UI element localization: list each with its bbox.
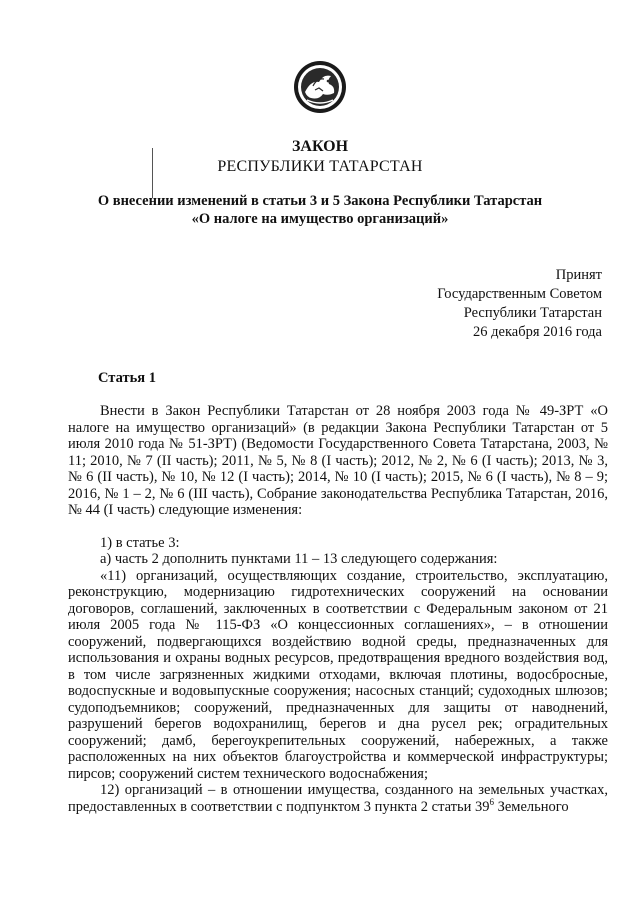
adoption-line-3: Республики Татарстан <box>463 305 602 321</box>
article-body <box>68 403 608 815</box>
article-heading: Статья 1 <box>98 370 156 386</box>
adoption-line-1: Принят <box>555 267 602 283</box>
clause-12-text: 12) организаций – в отношении имущества, созданного на земельных участках, предоставленных в соответствии с подпунктом 3 пункта 2 статьи 39 <box>68 782 608 815</box>
adoption-block <box>437 266 602 342</box>
document-title-line-2: «О налоге на имущество организаций» <box>191 211 449 227</box>
law-heading-title: ЗАКОН <box>291 138 349 155</box>
tatarstan-emblem-icon <box>293 60 347 114</box>
clause-12-superscript: 6 <box>489 796 494 807</box>
document-title <box>60 192 580 228</box>
clause-11: «11) организаций, осуществляющих создание, строительство, эксплуатацию, реконструкцию, модернизацию гидротехнических сооружений на основании договоров, соглашений, заключенных в соответствии с Федеральным законом от 21 июля 2005 года № 115-ФЗ «О концессионных соглашениях», – в отношении сооружений, подвергающихся воздействию водной среды, предназначенных для использования и охраны водных ресурсов, предотвращения вредного воздействия вод, в том числе загрязненных жидкими отходами, включая плотины, водосбросные, водоспускные и водовыпускные сооружения; насосных станций; судоходных шлюзов; судоподъемников; сооружений, предназначенных для защиты от наводнений, разрушений берегов водохранилищ, берегов и дна русел рек; оградительных сооружений; дамб, берегоукрепительных сооружений, набережных, а также расположенных на них объектов благоустройства и коммерческой инфраструктуры; пирсов; сооружений систем технического водоснабжения; <box>68 567 608 782</box>
document-title-line-1: О внесении изменений в статьи 3 и 5 Закона Республики Татарстан <box>97 193 543 209</box>
adoption-line-2: Государственным Советом <box>437 286 602 302</box>
law-heading <box>0 137 640 177</box>
clause-12-tail: Земельного <box>493 798 569 815</box>
intro-paragraph: Внести в Закон Республики Татарстан от 28 ноября 2003 года № 49-ЗРТ «О налоге на имущество организаций» (в редакции Закона Республики Татарстан от 5 июля 2010 года № 51-ЗРТ) (Ведомости Государственного Совета Татарстана, 2003, № 11; 2010, № 7 (II часть); 2011, № 5, № 8 (I часть); 2012, № 2, № 6 (I часть); 2013, № 3, № 6 (II часть), № 10, № 12 (I часть); 2014, № 10 (I часть); 2015, № 6 (I часть), № 8 – 9; 2016, № 1 – 2, № 6 (III часть), Собрание законодательства Республика Татарстан, 2016, № 44 (I часть) следующие изменения: <box>68 403 608 518</box>
law-heading-subtitle: РЕСПУБЛИКИ ТАТАРСТАН <box>217 158 423 175</box>
list-item: а) часть 2 дополнить пунктами 11 – 13 следующего содержания: <box>100 551 498 567</box>
clause-12 <box>68 782 608 815</box>
list-item: 1) в статье 3: <box>100 534 180 551</box>
adoption-date: 26 декабря 2016 года <box>473 324 602 340</box>
